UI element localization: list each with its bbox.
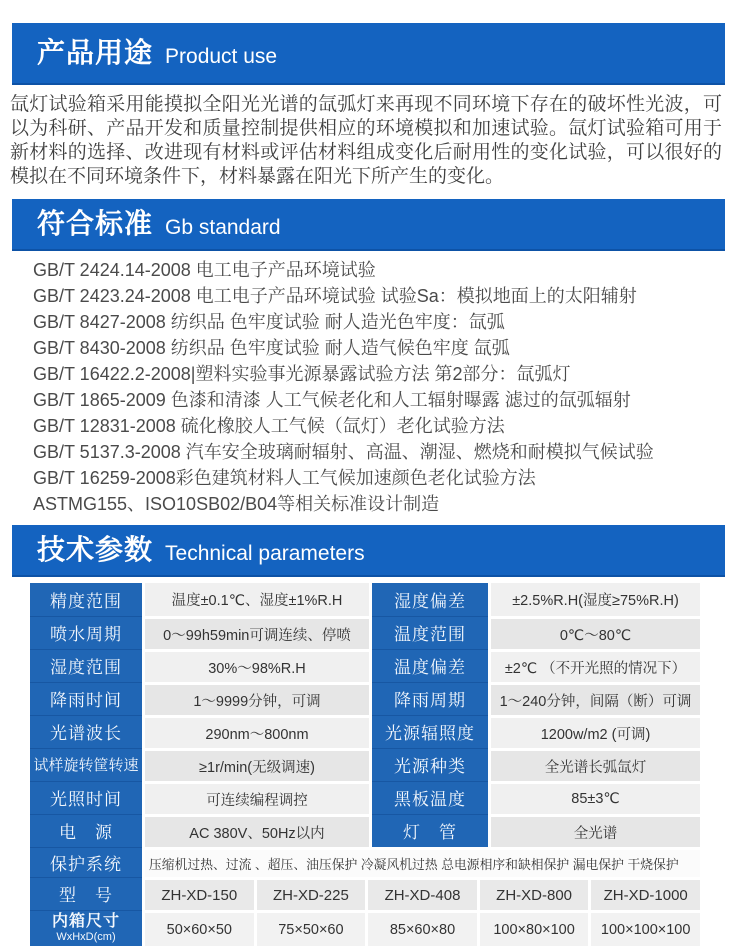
section-header-tech-parameters <box>12 525 725 577</box>
size-value: 50×60×50 <box>145 910 254 946</box>
param-value: 可连续编程调控 <box>145 781 369 814</box>
standard-item: GB/T 16422.2-2008|塑料实验事光源暴露试验方法 第2部分：氙弧灯 <box>33 364 571 384</box>
param-value: 温度±0.1℃、湿度±1%R.H <box>145 583 369 616</box>
model-value: ZH-XD-150 <box>145 877 254 910</box>
standards-list <box>33 257 722 517</box>
param-label: 精度范围 <box>30 583 142 616</box>
standard-item: GB/T 5137.3-2008 汽车安全玻璃耐辐射、高温、潮湿、燃烧和耐模拟气候试验 <box>33 442 654 462</box>
standard-item: GB/T 8430-2008 纺织品 色牢度试验 耐人造气候色牢度 氙弧 <box>33 338 510 358</box>
model-value: ZH-XD-800 <box>480 877 589 910</box>
standards-title-zh: 符合标准 <box>37 208 154 239</box>
param-value: ±2℃ （不开光照的情况下） <box>491 649 700 682</box>
section-header-standards <box>12 199 725 251</box>
section-header-product-use <box>12 23 725 85</box>
param-value: 290nm～800nm <box>145 715 369 748</box>
param-label: 湿度偏差 <box>372 583 488 616</box>
standards-title-en: Gb standard <box>165 215 281 239</box>
param-label: 温度范围 <box>372 616 488 649</box>
param-label: 光照时间 <box>30 781 142 814</box>
product-use-title-en: Product use <box>165 44 278 68</box>
parameters-grid <box>30 583 700 847</box>
product-use-paragraph: 氙灯试验箱采用能摸拟全阳光光谱的氙弧灯来再现不同环境下存在的破坏性光波，可以为科研、产品开发和质量控制提供相应的环境模拟和加速试验。氙灯试验箱可用于新材料的选择、改进现有材料或评估材料组成变化后耐用性的变化试验，可以很好的模拟在不同环境条件下，材料暴露在阳光下所产生的变化。 <box>10 94 722 187</box>
param-label: 试样旋转筐转速 <box>30 748 142 781</box>
param-value: 全光谱 <box>491 814 700 847</box>
param-value: 0～99h59min可调连续、停喷 <box>145 616 369 649</box>
param-value: ≥1r/min(无级调速) <box>145 748 369 781</box>
param-label: 保护系统 <box>30 847 142 877</box>
tech-title-zh: 技术参数 <box>37 534 154 565</box>
model-value: ZH-XD-1000 <box>591 877 700 910</box>
inner-size-label: 内箱尺寸 WxHxD(cm) <box>51 912 120 944</box>
product-use-title-zh: 产品用途 <box>37 37 154 68</box>
tech-title-en: Technical parameters <box>165 541 365 565</box>
model-value: ZH-XD-408 <box>368 877 477 910</box>
standard-item: GB/T 2424.14-2008 电工电子产品环境试验 <box>33 260 376 280</box>
model-value: ZH-XD-225 <box>257 877 366 910</box>
param-label: 降雨时间 <box>30 682 142 715</box>
param-value: 0℃～80℃ <box>491 616 700 649</box>
standard-item: GB/T 8427-2008 纺织品 色牢度试验 耐人造光色牢度：氙弧 <box>33 312 505 332</box>
size-value: 100×100×100 <box>591 910 700 946</box>
param-label: 光源辐照度 <box>372 715 488 748</box>
param-label: 光谱波长 <box>30 715 142 748</box>
param-label: 光源种类 <box>372 748 488 781</box>
standard-item: GB/T 2423.24-2008 电工电子产品环境试验 试验Sa：模拟地面上的太阳辅射 <box>33 286 637 306</box>
param-label: 型 号 <box>30 877 142 910</box>
param-label: 电 源 <box>30 814 142 847</box>
param-label: 温度偏差 <box>372 649 488 682</box>
standard-item: ASTMG155、ISO10SB02/B04等相关标准设计制造 <box>33 494 440 514</box>
tech-parameters-table <box>30 583 700 946</box>
size-value: 85×60×80 <box>368 910 477 946</box>
param-value: 30%～98%R.H <box>145 649 369 682</box>
param-value: 1～9999分钟，可调 <box>145 682 369 715</box>
param-value: ±2.5%R.H(湿度≥75%R.H) <box>491 583 700 616</box>
param-value: 1200w/m2 (可调) <box>491 715 700 748</box>
param-value: AC 380V、50Hz以内 <box>145 814 369 847</box>
param-label: 降雨周期 <box>372 682 488 715</box>
param-label: 湿度范围 <box>30 649 142 682</box>
inner-size-row <box>30 910 700 946</box>
standard-item: GB/T 1865-2009 色漆和清漆 人工气候老化和人工辐射曝露 滤过的氙弧辐射 <box>33 390 631 410</box>
model-row <box>30 877 700 910</box>
standard-item: GB/T 12831-2008 硫化橡胶人工气候（氙灯）老化试验方法 <box>33 416 505 436</box>
size-value: 75×50×60 <box>257 910 366 946</box>
param-label: 黑板温度 <box>372 781 488 814</box>
standard-item: GB/T 16259-2008彩色建筑材料人工气候加速颜色老化试验方法 <box>33 468 536 488</box>
protection-value: 压缩机过热、过流 、超压、油压保护 冷凝风机过热 总电源相序和缺相保护 漏电保护 干烧保护 <box>145 847 700 877</box>
param-value: 全光谱长弧氙灯 <box>491 748 700 781</box>
size-value: 100×80×100 <box>480 910 589 946</box>
param-label: 喷水周期 <box>30 616 142 649</box>
param-label <box>30 910 142 946</box>
param-value: 85±3℃ <box>491 781 700 814</box>
param-value: 1～240分钟，间隔（断）可调 <box>491 682 700 715</box>
param-label: 灯 管 <box>372 814 488 847</box>
protection-row <box>30 847 700 877</box>
